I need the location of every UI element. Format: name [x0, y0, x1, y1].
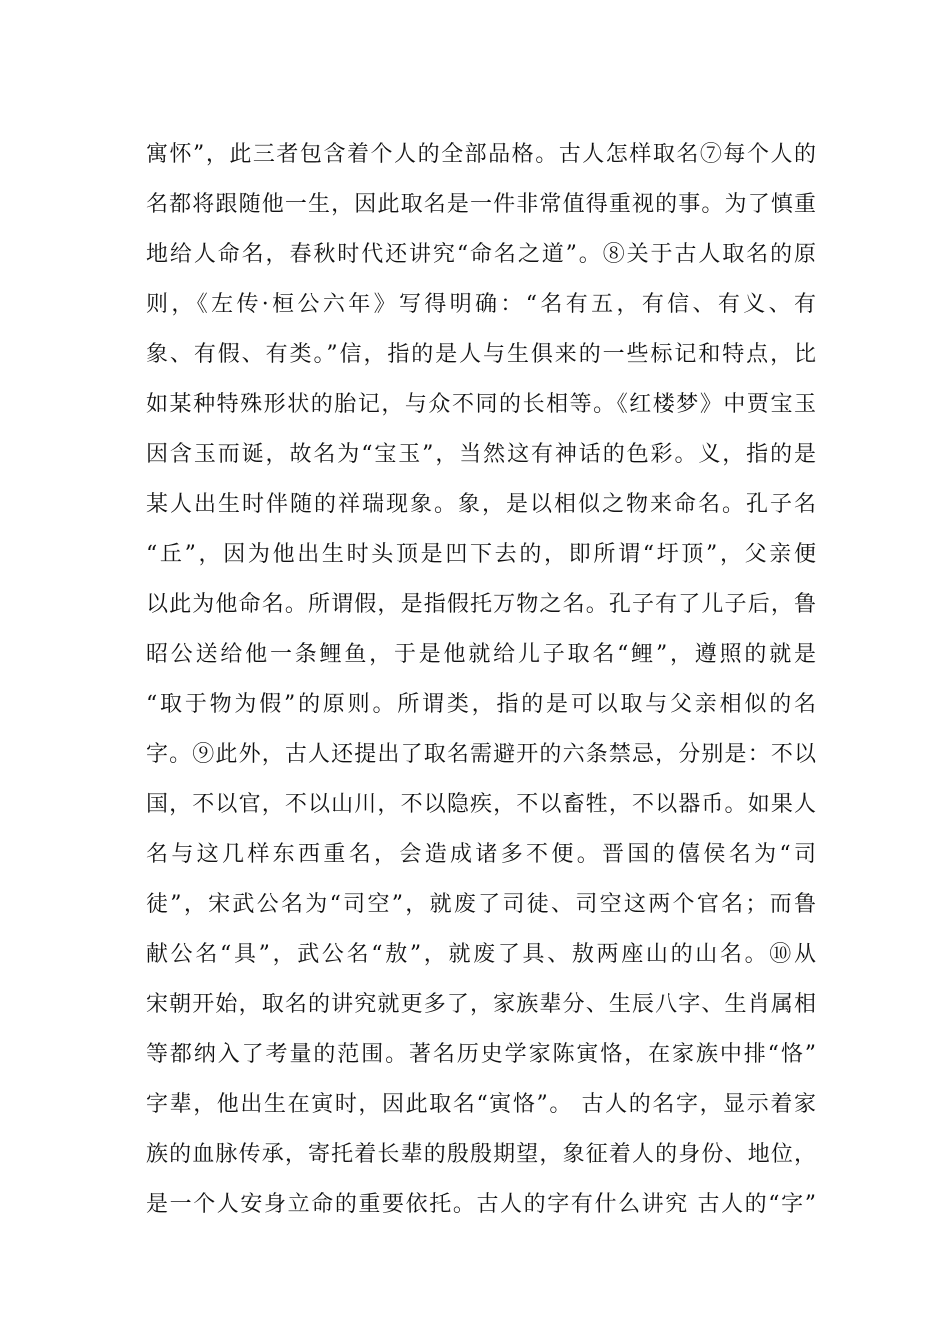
text-line: “丘”，因为他出生时头顶是凹下去的，即所谓“圩顶”，父亲便	[146, 542, 816, 567]
text-line: 族的血脉传承，寄托着长辈的殷殷期望，象征着人的身份、地位，	[146, 1142, 816, 1167]
text-line: 字。⑨此外，古人还提出了取名需避开的六条禁忌，分别是：不以	[146, 742, 816, 767]
text-line: 名都将跟随他一生，因此取名是一件非常值得重视的事。为了慎重	[146, 192, 816, 217]
text-line: 宋朝开始，取名的讲究就更多了，家族辈分、生辰八字、生肖属相	[146, 992, 816, 1017]
text-line: 则，《左传·桓公六年》写得明确：“名有五，有信、有义、有	[146, 292, 816, 317]
text-line: 地给人命名，春秋时代还讲究“命名之道”。⑧关于古人取名的原	[146, 242, 816, 267]
text-line: 字辈，他出生在寅时，因此取名“寅恪”。 古人的名字，显示着家	[146, 1092, 816, 1117]
text-line: 国，不以官，不以山川，不以隐疾，不以畜牲，不以器币。如果人	[146, 792, 816, 817]
text-line: 徒”，宋武公名为“司空”，就废了司徒、司空这两个官名；而鲁	[146, 892, 816, 917]
text-line: 是一个人安身立命的重要依托。古人的字有什么讲究 古人的“字”	[146, 1192, 816, 1217]
text-line: 象、有假、有类。”信，指的是人与生俱来的一些标记和特点，比	[146, 342, 816, 367]
text-line: 因含玉而诞，故名为“宝玉”，当然这有神话的色彩。义，指的是	[146, 442, 816, 467]
text-line: 以此为他命名。所谓假，是指假托万物之名。孔子有了儿子后，鲁	[146, 592, 816, 617]
text-line: 献公名“具”，武公名“敖”，就废了具、敖两座山的山名。⑩从	[146, 942, 816, 967]
text-line: 如某种特殊形状的胎记，与众不同的长相等。《红楼梦》中贾宝玉	[146, 392, 816, 417]
text-line: “取于物为假”的原则。所谓类，指的是可以取与父亲相似的名	[146, 692, 816, 717]
text-line: 某人出生时伴随的祥瑞现象。象，是以相似之物来命名。孔子名	[146, 492, 816, 517]
body-text	[146, 130, 816, 1230]
text-line: 昭公送给他一条鲤鱼，于是他就给儿子取名“鲤”，遵照的就是	[146, 642, 816, 667]
text-line: 名与这几样东西重名，会造成诸多不便。晋国的僖侯名为“司	[146, 842, 816, 867]
text-line: 寓怀”，此三者包含着个人的全部品格。古人怎样取名⑦每个人的	[146, 142, 816, 167]
text-line: 等都纳入了考量的范围。著名历史学家陈寅恪，在家族中排“恪”	[146, 1042, 816, 1067]
